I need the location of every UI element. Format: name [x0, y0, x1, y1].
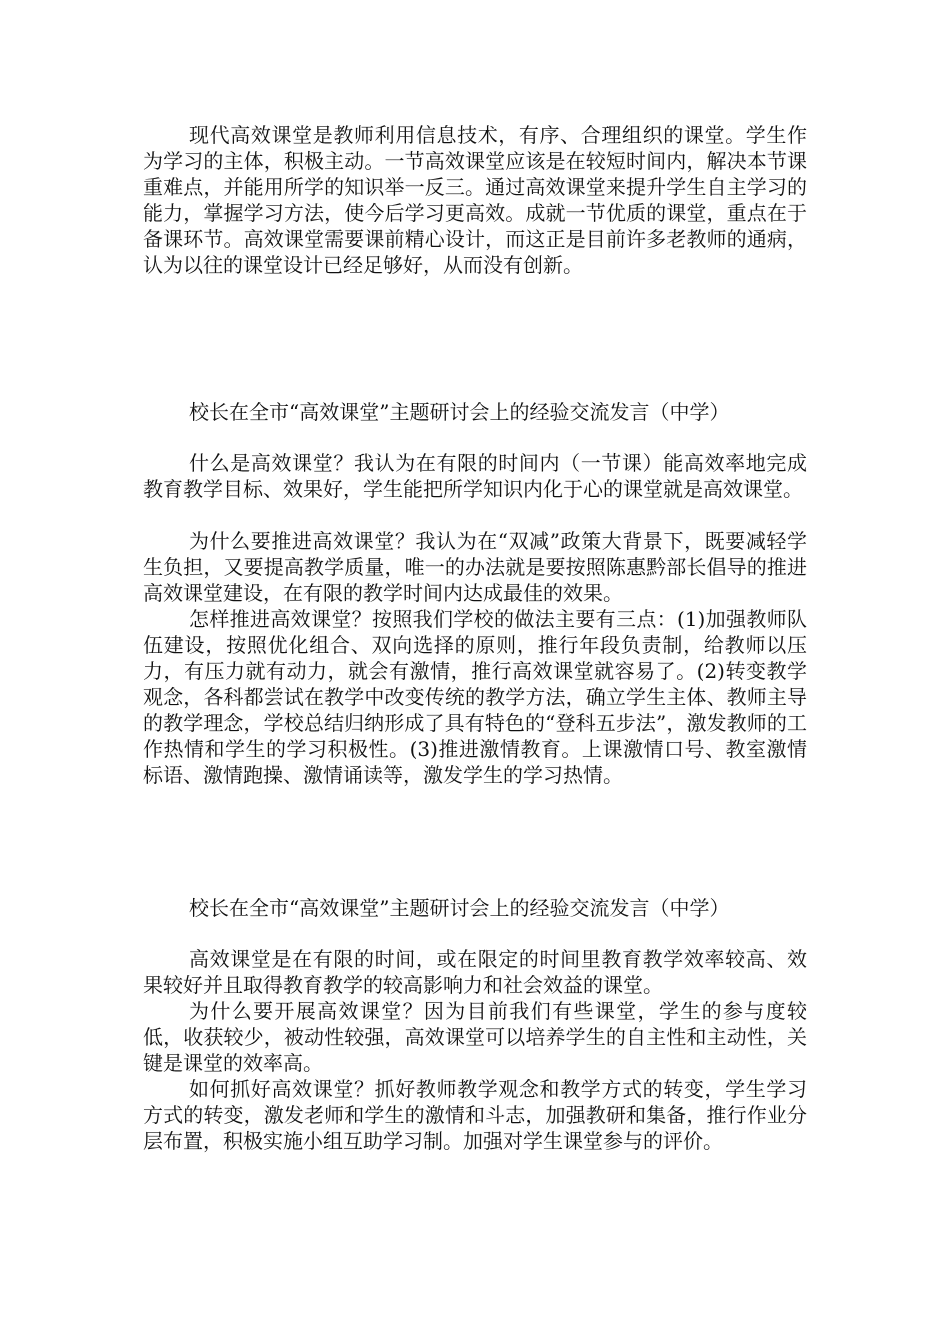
section3-title: 校长在全市“高效课堂”主题研讨会上的经验交流发言（中学）: [189, 896, 730, 920]
section2-paragraph-3: 怎样推进高效课堂？按照我们学校的做法主要有三点：(1)加强教师队伍建设，按照优化组合、双向选择的原则，推行年段负责制，给教师以压力，有压力就有动力，就会有激情，推行高效课堂就容易了。(2)转变教学观念，各科都尝试在教学中改变传统的教学方法，确立学生主体、教师主导的教学理念，学校总结归纳形成了具有特色的“登科五步法”，激发教师的工作热情和学生的学习积极性。(3)推进激情教育。上课激情口号、教室激情标语、激情跑操、激情诵读等，激发学生的学习热情。: [143, 607, 807, 787]
section3-paragraph-2: 为什么要开展高效课堂？因为目前我们有些课堂，学生的参与度较低，收获较少，被动性较强，高效课堂可以培养学生的自主性和主动性，关键是课堂的效率高。: [143, 999, 807, 1075]
section1-paragraph-1: 现代高效课堂是教师利用信息技术，有序、合理组织的课堂。学生作为学习的主体，积极主动。一节高效课堂应该是在较短时间内，解决本节课重难点，并能用所学的知识举一反三。通过高效课堂来提升学生自主学习的能力，掌握学习方法，使今后学习更高效。成就一节优质的课堂，重点在于备课环节。高效课堂需要课前精心设计，而这正是目前许多老教师的通病，认为以往的课堂设计已经足够好，从而没有创新。: [143, 123, 807, 277]
section2-paragraph-2: 为什么要推进高效课堂？我认为在“双减”政策大背景下，既要减轻学生负担，又要提高教学质量，唯一的办法就是要按照陈惠黔部长倡导的推进高效课堂建设，在有限的教学时间内达成最佳的效果。: [143, 529, 807, 605]
section3-paragraph-1: 高效课堂是在有限的时间，或在限定的时间里教育教学效率较高、效果较好并且取得教育教学的较高影响力和社会效益的课堂。: [143, 947, 807, 997]
section2-title: 校长在全市“高效课堂”主题研讨会上的经验交流发言（中学）: [189, 400, 730, 424]
section2-paragraph-1: 什么是高效课堂？我认为在有限的时间内（一节课）能高效率地完成教育教学目标、效果好，学生能把所学知识内化于心的课堂就是高效课堂。: [143, 451, 807, 501]
section3-paragraph-3: 如何抓好高效课堂？抓好教师教学观念和教学方式的转变，学生学习方式的转变，激发老师和学生的激情和斗志，加强教研和集备，推行作业分层布置，积极实施小组互助学习制。加强对学生课堂参与的评价。: [143, 1077, 807, 1153]
